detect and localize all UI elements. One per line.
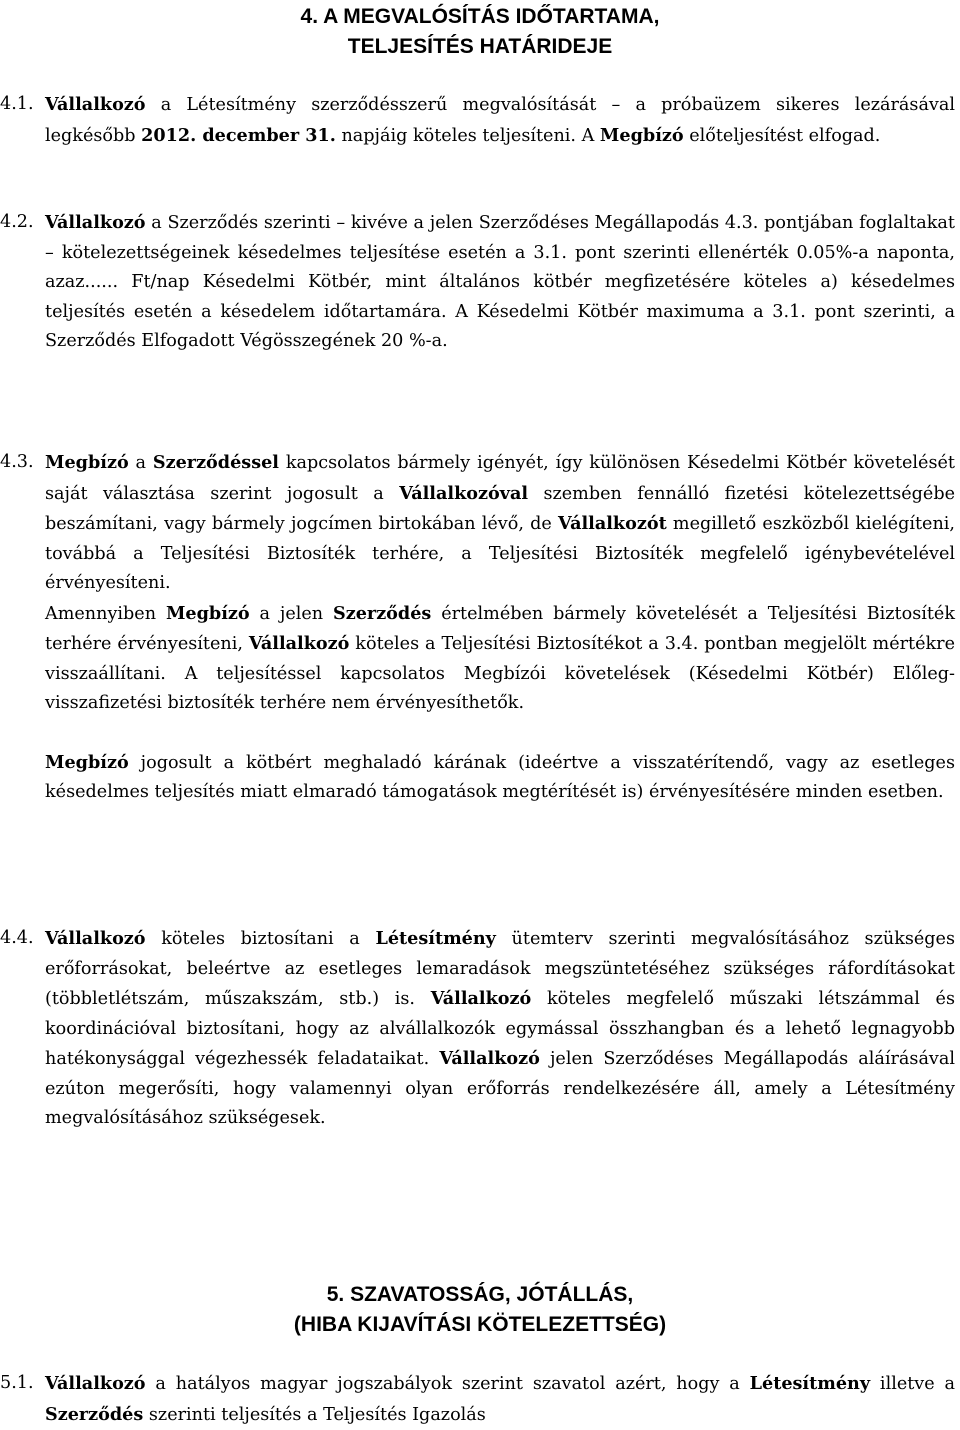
paragraph-text: Vállalkozó a Szerződés szerinti – kivéve a jelen Szerződéses Megállapodás 4.3. pontjában foglaltakat – kötelezettségeinek késedelmes teljesítése esetén a 3.1. pont szerinti ellenérték 0.05%-a naponta, azaz...... Ft/nap Késedelmi Kötbér, mint általános kötbér megfizetésére köteles a) késedelmes teljesítés esetén a késedelem időtartamára. A Késedelmi Kötbér maximuma a 3.1. pont szerinti, a Szerződés Elfogadott Végösszegének 20 %-a. bbox=[45, 212, 955, 351]
paragraph-4-1 bbox=[0, 90, 955, 151]
section-5-title-line2: (HIBA KIJAVÍTÁSI KÖTELEZETTSÉG) bbox=[293, 1313, 667, 1336]
paragraph-number: 4.1. bbox=[0, 94, 34, 114]
paragraph-5-1 bbox=[0, 1369, 955, 1430]
paragraph-4-4 bbox=[0, 924, 955, 1134]
paragraph-number: 4.2. bbox=[0, 212, 34, 232]
paragraph-number: 4.4. bbox=[0, 928, 34, 948]
paragraph-4-3 bbox=[0, 448, 955, 808]
paragraph-text-continued: Amennyiben Megbízó a jelen Szerződés értelmében bármely követelését a Teljesítési Biztosíték terhére érvényesíteni, Vállalkozó köteles a Teljesítési Biztosítékot a 3.4. pontban megjelölt mértékre visszaállítani. A teljesítéssel kapcsolatos Megbízói követelések (Késedelmi Kötbér) Előleg-visszafizetési biztosíték terhére nem érvényesíthetők. bbox=[45, 602, 955, 713]
paragraph-4-2 bbox=[0, 208, 955, 357]
paragraph-text: Megbízó a Szerződéssel kapcsolatos bármely igényét, így különösen Késedelmi Kötbér követelését saját választása szerint jogosult a Vállalkozóval szemben fennálló fizetési kötelezettségébe beszámítani, vagy bármely jogcímen birtokában lévő, de Vállalkozót megillető eszközből kielégíteni, továbbá a Teljesítési Biztosíték terhére, a Teljesítési Biztosíték megfelelő igénybevételével érvényesíteni. bbox=[45, 452, 956, 593]
section-5-heading bbox=[0, 1280, 960, 1340]
section-4-heading bbox=[0, 2, 960, 62]
section-4-title-line1: 4. A MEGVALÓSÍTÁS IDŐTARTAMA, bbox=[300, 5, 660, 28]
paragraph-text-continued-2: Megbízó jogosult a kötbért meghaladó kárának (ideértve a visszatérítendő, vagy az esetleges késedelmes teljesítés miatt elmaradó támogatások megtérítését is) érvényesítésére minden esetben. bbox=[45, 751, 955, 802]
section-4-title-line2: TELJESÍTÉS HATÁRIDEJE bbox=[347, 35, 613, 58]
section-5-title-line1: 5. SZAVATOSSÁG, JÓTÁLLÁS, bbox=[326, 1283, 634, 1306]
paragraph-number: 5.1. bbox=[0, 1373, 34, 1393]
paragraph-text: Vállalkozó a hatályos magyar jogszabályok szerint szavatol azért, hogy a Létesítmény illetve a Szerződés szerinti teljesítés a Teljesítés Igazolás bbox=[45, 1373, 955, 1425]
paragraph-text: Vállalkozó a Létesítmény szerződésszerű megvalósítását – a próbaüzem sikeres lezárásával legkésőbb 2012. december 31. napjáig köteles teljesíteni. A Megbízó előteljesítést elfogad. bbox=[45, 94, 955, 146]
paragraph-text: Vállalkozó köteles biztosítani a Létesítmény ütemterv szerinti megvalósításához szükséges erőforrásokat, beleértve az esetleges lemaradások megszüntetéséhez szükséges ráfordításokat (többletlétszám, műszakszám, stb.) is. Vállalkozó köteles megfelelő műszaki létszámmal és koordinációval biztosítani, hogy az alvállalkozók egymással összhangban és a lehető legnagyobb hatékonysággal végezhessék feladataikat. Vállalkozó jelen Szerződéses Megállapodás aláírásával ezúton megerősíti, hogy valamennyi olyan erőforrás rendelkezésére áll, amely a Létesítmény megvalósításához szükségesek. bbox=[45, 928, 956, 1128]
paragraph-number: 4.3. bbox=[0, 452, 34, 472]
